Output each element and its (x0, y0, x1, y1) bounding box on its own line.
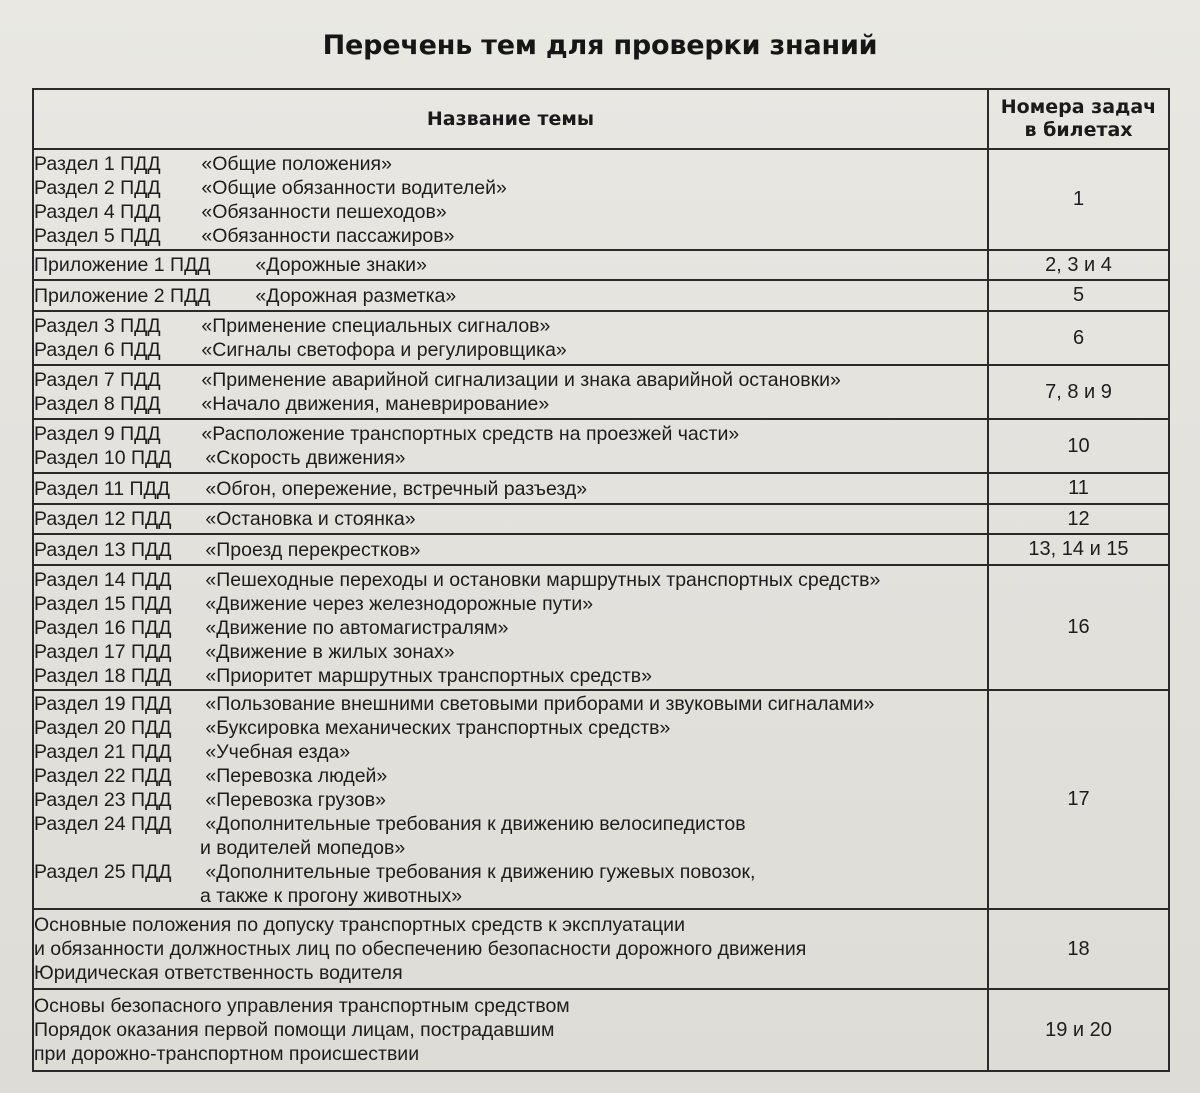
topic-cell (33, 534, 988, 565)
header-topic-name: Название темы (33, 89, 988, 149)
topic-line (34, 592, 987, 616)
table-row (33, 311, 1169, 365)
topic-title: «Движение через железнодорожные пути» (205, 592, 594, 615)
table-header-row (33, 89, 1169, 149)
task-numbers-cell: 18 (988, 909, 1169, 989)
topic-line (34, 716, 987, 740)
topic-title: «Дорожная разметка» (255, 284, 457, 307)
topic-cell (33, 149, 988, 250)
topic-title: «Дополнительные требования к движению велосипедистов (205, 812, 746, 835)
topic-title: «Общие обязанности водителей» (201, 176, 507, 199)
topic-title: «Начало движения, маневрирование» (201, 393, 550, 415)
topic-title: «Учебная езда» (205, 740, 351, 763)
topic-cell (33, 690, 988, 909)
topic-line (34, 368, 987, 392)
section-label: Раздел 4 ПДД (34, 200, 161, 223)
topic-continuation: а также к прогону животных» (200, 884, 463, 907)
topic-cell (33, 909, 988, 989)
topic-line (34, 392, 987, 416)
section-label: Раздел 18 ПДД (34, 664, 172, 687)
topic-line (34, 477, 987, 501)
section-label: Раздел 22 ПДД (34, 764, 172, 787)
section-label: Раздел 6 ПДД (34, 339, 161, 361)
topic-title: «Сигналы светофора и регулировщика» (201, 339, 567, 361)
topic-title: «Расположение транспортных средств на проезжей части» (201, 423, 740, 445)
section-label: Раздел 24 ПДД (34, 812, 172, 835)
topic-line (34, 314, 987, 338)
topic-line (34, 788, 987, 812)
topic-line (34, 568, 987, 592)
task-numbers-cell: 6 (988, 311, 1169, 365)
section-label: Раздел 19 ПДД (34, 692, 172, 715)
task-numbers-cell: 7, 8 и 9 (988, 365, 1169, 419)
table-row (33, 909, 1169, 989)
topic-title: «Общие положения» (201, 152, 392, 175)
table-row (33, 534, 1169, 565)
topic-title: «Проезд перекрестков» (205, 538, 421, 561)
section-label: Раздел 8 ПДД (34, 393, 161, 415)
topic-title: «Пешеходные переходы и остановки маршрутных транспортных средств» (205, 568, 881, 591)
topic-line (34, 764, 987, 788)
topic-title: «Применение специальных сигналов» (201, 315, 551, 337)
task-numbers-cell: 5 (988, 280, 1169, 311)
header-task-numbers (988, 89, 1169, 149)
topic-cell (33, 311, 988, 365)
section-label: Раздел 13 ПДД (34, 538, 172, 561)
header-task-numbers-line2: в билетах (1024, 119, 1133, 141)
section-label: Раздел 10 ПДД (34, 447, 172, 469)
header-task-numbers-line1: Номера задач (1000, 96, 1157, 118)
topic-title: «Перевозка грузов» (205, 788, 387, 811)
topic-cell (33, 250, 988, 280)
topic-line (34, 284, 987, 308)
topic-line (34, 538, 987, 562)
topic-line (34, 176, 987, 200)
topic-text-line: Порядок оказания первой помощи лицам, пострадавшим (34, 1019, 555, 1041)
topic-title: «Пользование внешними световыми приборами и звуковыми сигналами» (205, 692, 875, 715)
topic-cell (33, 365, 988, 419)
section-label: Раздел 11 ПДД (34, 477, 170, 500)
task-numbers-cell: 2, 3 и 4 (988, 250, 1169, 280)
section-label: Раздел 20 ПДД (34, 716, 172, 739)
task-numbers-cell: 19 и 20 (988, 989, 1169, 1071)
section-label: Раздел 17 ПДД (34, 640, 172, 663)
task-numbers-cell: 12 (988, 504, 1169, 534)
task-numbers-cell: 13, 14 и 15 (988, 534, 1169, 565)
topic-line (34, 152, 987, 176)
section-label: Раздел 9 ПДД (34, 423, 161, 445)
topic-line (34, 616, 987, 640)
topic-text-line: Основные положения по допуску транспортных средств к эксплуатации (34, 914, 685, 936)
table-row (33, 419, 1169, 473)
table-row (33, 473, 1169, 504)
topic-line (34, 224, 987, 248)
topic-line (34, 860, 987, 884)
section-label: Раздел 15 ПДД (34, 592, 172, 615)
section-label: Раздел 21 ПДД (34, 740, 172, 763)
topic-cell (33, 280, 988, 311)
table-row (33, 504, 1169, 534)
topic-line (34, 446, 987, 470)
topic-cell (33, 989, 988, 1071)
topic-text-line: Юридическая ответственность водителя (34, 962, 403, 984)
topic-cell (33, 473, 988, 504)
topic-line (34, 812, 987, 836)
topic-title: «Обязанности пассажиров» (201, 224, 455, 247)
topic-title: «Остановка и стоянка» (205, 508, 416, 530)
section-label: Раздел 5 ПДД (34, 224, 161, 247)
section-label: Раздел 23 ПДД (34, 788, 172, 811)
task-numbers-cell: 11 (988, 473, 1169, 504)
page-title: Перечень тем для проверки знаний (322, 30, 878, 61)
table-body (33, 149, 1169, 1071)
task-numbers-cell: 10 (988, 419, 1169, 473)
topic-title: «Скорость движения» (205, 447, 406, 469)
topic-title: «Буксировка механических транспортных средств» (205, 716, 671, 739)
topic-text-line: Основы безопасного управления транспортным средством (34, 995, 570, 1017)
topic-line (34, 253, 987, 277)
topics-table (32, 88, 1170, 1072)
table-row (33, 565, 1169, 690)
topic-line (34, 640, 987, 664)
section-label: Раздел 1 ПДД (34, 152, 161, 175)
section-label: Раздел 3 ПДД (34, 315, 161, 337)
table-row (33, 280, 1169, 311)
section-label: Раздел 14 ПДД (34, 568, 172, 591)
topic-title: «Обязанности пешеходов» (201, 200, 447, 223)
task-numbers-cell: 1 (988, 149, 1169, 250)
topic-cell (33, 565, 988, 690)
section-label: Раздел 12 ПДД (34, 508, 172, 530)
table-row (33, 690, 1169, 909)
topic-title: «Дополнительные требования к движению гужевых повозок, (205, 860, 756, 883)
topic-line (34, 200, 987, 224)
topic-text-line: и обязанности должностных лиц по обеспечению безопасности дорожного движения (34, 938, 807, 960)
table-row (33, 365, 1169, 419)
topic-cell (33, 419, 988, 473)
topic-line (34, 692, 987, 716)
topic-title: «Применение аварийной сигнализации и знака аварийной остановки» (201, 369, 841, 391)
topic-title: «Перевозка людей» (205, 764, 388, 787)
table-row (33, 989, 1169, 1071)
table-row (33, 250, 1169, 280)
table-row (33, 149, 1169, 250)
topic-title: «Движение по автомагистралям» (205, 616, 509, 639)
section-label: Раздел 25 ПДД (34, 860, 172, 883)
section-label: Раздел 2 ПДД (34, 176, 161, 199)
section-label: Раздел 7 ПДД (34, 369, 161, 391)
topic-continuation: и водителей мопедов» (200, 836, 406, 859)
section-label: Раздел 16 ПДД (34, 616, 172, 639)
topic-title: «Приоритет маршрутных транспортных средств» (205, 664, 652, 687)
topic-line (34, 338, 987, 362)
topic-line (34, 664, 987, 688)
topic-title: «Обгон, опережение, встречный разъезд» (205, 477, 588, 500)
topic-cell (33, 504, 988, 534)
topic-title: «Движение в жилых зонах» (205, 640, 455, 663)
topic-title: «Дорожные знаки» (255, 254, 427, 276)
topic-line (34, 507, 987, 531)
section-label: Приложение 1 ПДД (34, 254, 211, 276)
section-label: Приложение 2 ПДД (34, 284, 211, 307)
topic-line (34, 422, 987, 446)
task-numbers-cell: 17 (988, 690, 1169, 909)
task-numbers-cell: 16 (988, 565, 1169, 690)
topic-line (34, 740, 987, 764)
topic-text-line: при дорожно-транспортном происшествии (34, 1043, 420, 1065)
